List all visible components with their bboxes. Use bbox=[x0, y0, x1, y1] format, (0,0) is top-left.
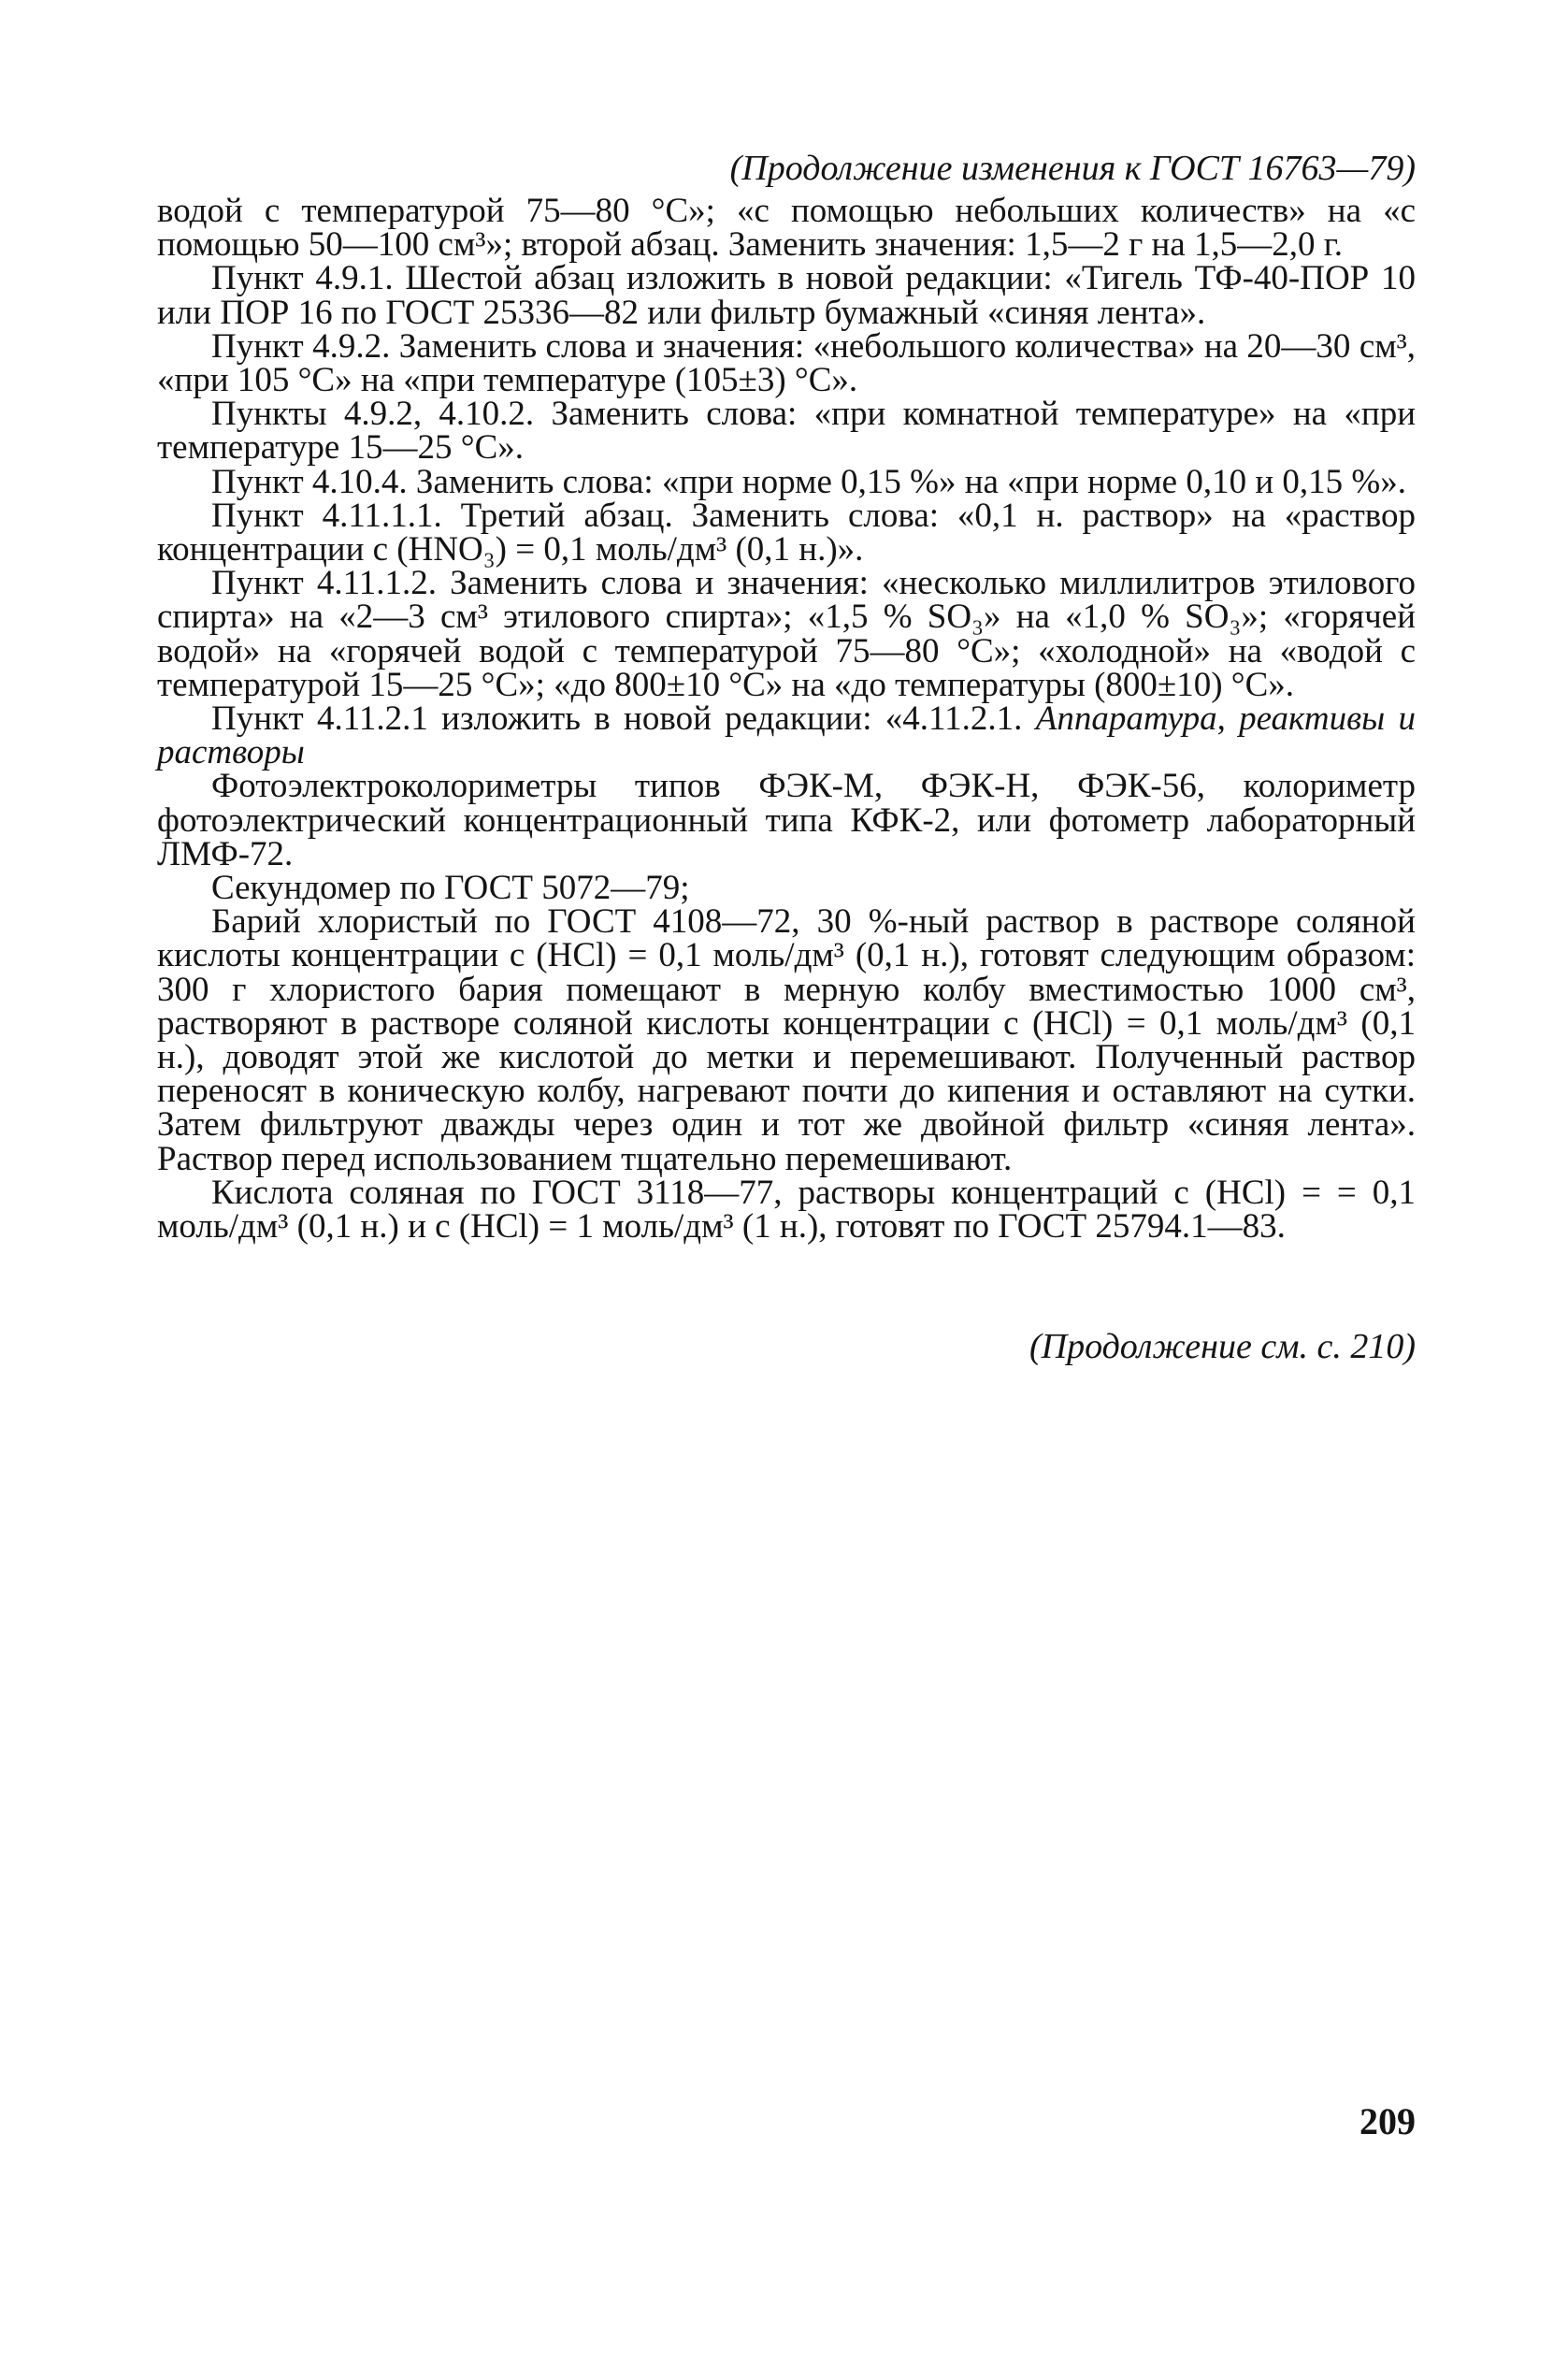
paragraph: Фотоэлектроколориметры типов ФЭК-М, ФЭК-Н, ФЭК-56, колориметр фотоэлектрический концентрационный типа КФК-2, или фотометр лабораторный ЛМФ-72. bbox=[157, 767, 1416, 873]
page-number: 209 bbox=[1359, 2100, 1416, 2142]
paragraph: Кислота соляная по ГОСТ 3118—77, растворы концентраций с (HCl) = = 0,1 моль/дм³ (0,1 н.) и с (HCl) = 1 моль/дм³ (1 н.), готовят по ГОСТ 25794.1—83. bbox=[157, 1173, 1416, 1247]
paragraph: Пункт 4.10.4. Заменить слова: «при норме 0,15 %» на «при норме 0,10 и 0,15 %». bbox=[211, 462, 1406, 501]
paragraph: Пункт 4.11.1.1. Третий абзац. Заменить слова: «0,1 н. раствор» на «раствор концентрации с (HNO₃) = 0,1 моль/дм³ (0,1 н.)». bbox=[157, 496, 1416, 569]
paragraph: Секундомер по ГОСТ 5072—79; bbox=[211, 869, 690, 908]
paragraph: Пункт 4.9.1. Шестой абзац изложить в новой редакции: «Тигель ТФ-40-ПОР 10 или ПОР 16 по ГОСТ 25336—82 или фильтр бумажный «синяя лента». bbox=[157, 259, 1416, 332]
italic-heading: Аппаратура, реактивы и растворы bbox=[157, 699, 1416, 772]
continuation-note: (Продолжение см. с. 210) bbox=[1029, 1327, 1416, 1366]
document-body bbox=[157, 192, 1416, 1247]
paragraph: Пункт 4.9.2. Заменить слова и значения: «небольшого количества» на 20—30 см³, «при 105 °С» на «при температуре (105±3) °С». bbox=[157, 326, 1416, 400]
paragraph bbox=[157, 699, 1416, 772]
paragraph: водой с температурой 75—80 °С»; «с помощью небольших количеств» на «с помощью 50—100 см³»; второй абзац. Заменить значения: 1,5—2 г на 1,5—2,0 г. bbox=[157, 192, 1416, 265]
paragraph-text: Пункт 4.11.2.1 изложить в новой редакции: «4.11.2.1. bbox=[211, 699, 1036, 739]
page-header: (Продолжение изменения к ГОСТ 16763—79) bbox=[729, 149, 1416, 188]
paragraph: Барий хлористый по ГОСТ 4108—72, 30 %-ный раствор в растворе соляной кислоты концентрации с (HCl) = 0,1 моль/дм³ (0,1 н.), готовят следующим образом: 300 г хлористого бария помещают в мерную колбу вместимостью 1000 см³, растворяют в растворе соляной кислоты концентрации с (HCl) = 0,1 моль/дм³ (0,1 н.), доводят этой же кислотой до метки и перемешивают. Полученный раствор переносят в коническую колбу, нагревают почти до кипения и оставляют на сутки. Затем фильтруют дважды через один и тот же двойной фильтр «синяя лента». Раствор перед использованием тщательно перемешивают. bbox=[157, 902, 1416, 1178]
paragraph: Пункт 4.11.1.2. Заменить слова и значения: «несколько миллилитров этилового спирта» на «2—3 см³ этилового спирта»; «1,5 % SO₃» на «1,0 % SO₃»; «горячей водой» на «горячей водой с температурой 75—80 °С»; «холодной» на «водой с температурой 15—25 °С»; «до 800±10 °С» на «до температуры (800±10) °С». bbox=[157, 564, 1416, 704]
paragraph: Пункты 4.9.2, 4.10.2. Заменить слова: «при комнатной температуре» на «при температуре 15—25 °С». bbox=[157, 395, 1416, 468]
